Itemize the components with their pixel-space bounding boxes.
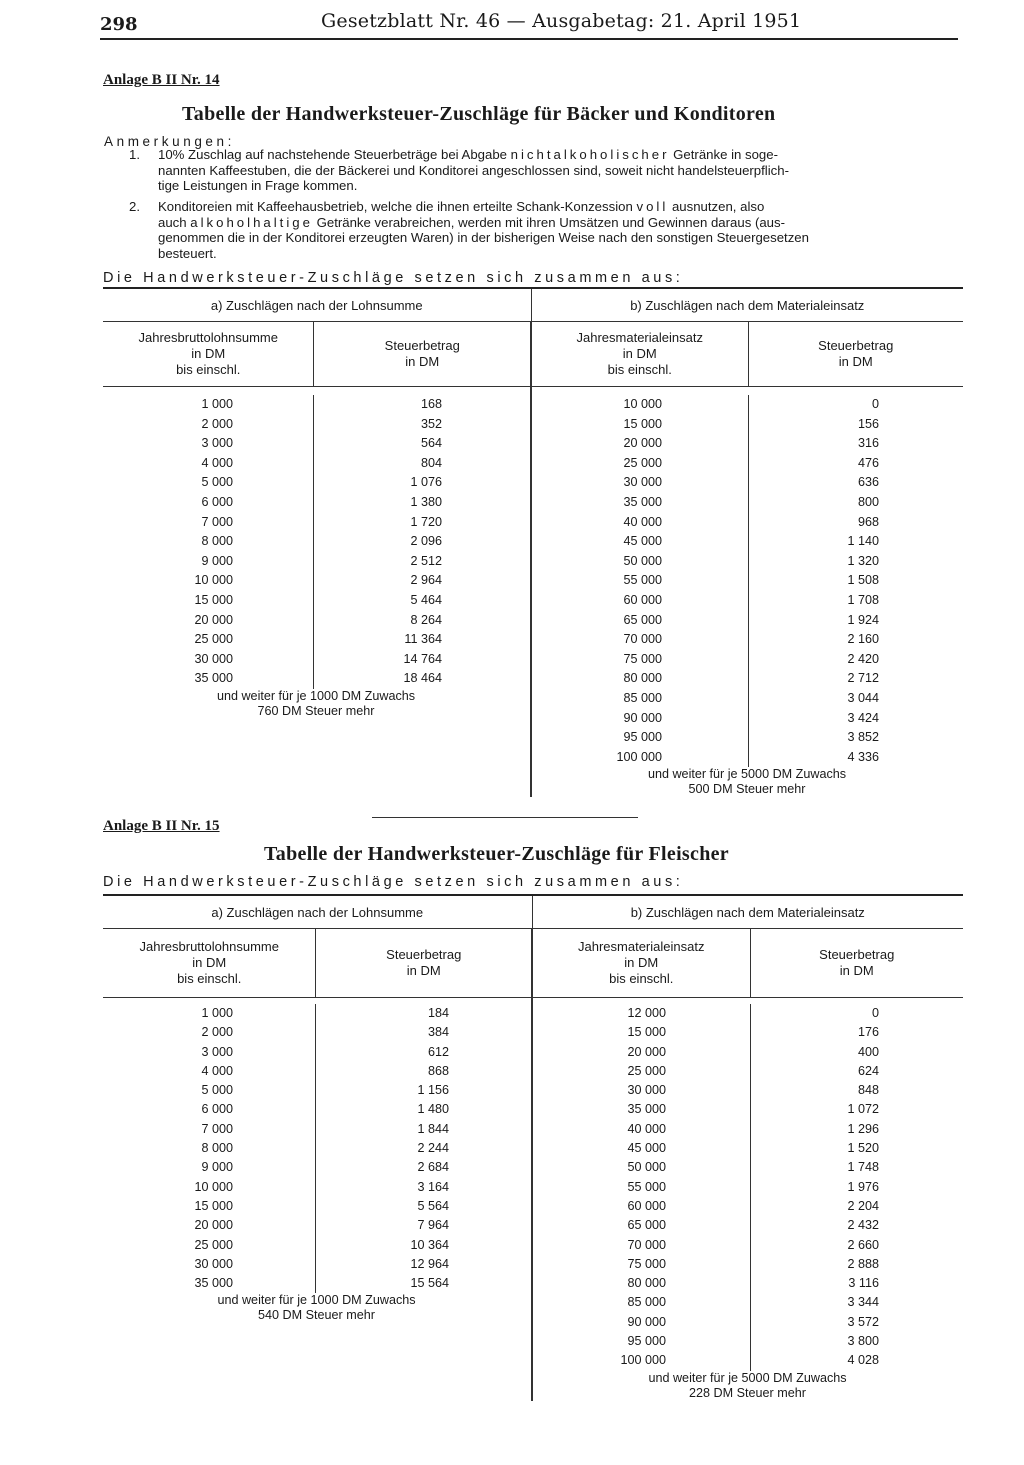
value-lohnsumme: 6 000 (201, 494, 233, 509)
value-steuer-b: 1 296 (847, 1121, 879, 1136)
col-steuer-a-header-2: Steuerbetrag in DM (316, 929, 532, 998)
value-material: 25 000 (627, 1063, 666, 1078)
value-steuer-b: 176 (857, 1025, 879, 1040)
remark-1-line-1b: Getränke in soge- (673, 147, 778, 162)
value-steuer-a: 5 564 (417, 1198, 449, 1213)
rule-b-tail: und weiter für je 5000 DM Zuwachs 500 DM Steuer mehr (647, 767, 847, 797)
remark-2-emph-1: voll (636, 199, 669, 214)
col-steuer-a-header: Steuerbetrag in DM (314, 322, 531, 387)
value-steuer-b: 2 420 (847, 651, 879, 666)
value-steuer-b: 1 924 (847, 612, 879, 627)
value-steuer-b: 3 800 (847, 1334, 879, 1349)
rule-a-tail-2: und weiter für je 1000 DM Zuwachs 540 DM Steuer mehr (217, 1293, 416, 1323)
value-steuer-b: 0 (871, 397, 879, 411)
value-steuer-a: 564 (420, 436, 442, 451)
value-lohnsumme: 7 000 (201, 514, 233, 529)
value-material: 70 000 (627, 1237, 666, 1252)
remark-2 (129, 199, 965, 265)
value-material: 20 000 (623, 436, 662, 451)
column-material-2 (533, 1004, 751, 1371)
value-lohnsumme: 1 000 (201, 1006, 233, 1020)
col-material-header: Jahresmaterialeinsatz in DM bis einschl. (531, 322, 748, 387)
value-material: 12 000 (627, 1006, 666, 1020)
value-lohnsumme: 9 000 (201, 1160, 233, 1175)
value-steuer-b: 0 (871, 1006, 879, 1020)
value-lohnsumme: 1 000 (201, 397, 233, 411)
value-steuer-b: 3 572 (847, 1314, 879, 1329)
value-steuer-a: 7 964 (417, 1218, 449, 1233)
value-steuer-a: 1 156 (417, 1083, 449, 1098)
value-steuer-a: 11 364 (404, 632, 442, 647)
value-steuer-b: 4 028 (847, 1353, 879, 1368)
value-steuer-b: 1 520 (847, 1141, 879, 1156)
remark-1-emph: nichtalkoholischer (510, 147, 670, 162)
group-b-header-2: b) Zuschlägen nach dem Materialeinsatz (532, 895, 963, 929)
value-steuer-b: 4 336 (847, 749, 879, 764)
value-material: 35 000 (627, 1102, 666, 1117)
value-lohnsumme: 5 000 (201, 1083, 233, 1098)
value-material: 25 000 (623, 455, 662, 470)
value-material: 65 000 (623, 612, 662, 627)
section1-title: Tabelle der Handwerksteuer-Zuschläge für Bäcker und Konditoren (182, 103, 776, 125)
value-material: 35 000 (623, 494, 662, 509)
value-material: 30 000 (623, 475, 662, 490)
value-steuer-b: 3 852 (847, 730, 879, 745)
value-lohnsumme: 2 000 (201, 1025, 233, 1040)
value-steuer-a: 868 (427, 1063, 449, 1078)
value-steuer-b: 1 072 (847, 1102, 879, 1117)
value-lohnsumme: 4 000 (201, 455, 233, 470)
header-rule (100, 38, 958, 40)
value-steuer-a: 1 076 (410, 475, 442, 490)
value-steuer-b: 2 160 (847, 632, 879, 647)
value-lohnsumme: 15 000 (194, 1198, 233, 1213)
value-steuer-b: 800 (857, 494, 879, 509)
value-material: 100 000 (616, 749, 662, 764)
value-material: 15 000 (627, 1025, 666, 1040)
value-steuer-a: 12 964 (410, 1256, 449, 1271)
value-steuer-a: 2 244 (417, 1141, 449, 1156)
rule-b-tail-2: und weiter für je 5000 DM Zuwachs 228 DM Steuer mehr (648, 1370, 847, 1400)
value-steuer-a: 5 464 (410, 592, 442, 607)
value-material: 40 000 (623, 514, 662, 529)
value-steuer-a: 384 (427, 1025, 449, 1040)
section2-title: Tabelle der Handwerksteuer-Zuschläge für Fleischer (264, 843, 729, 865)
value-material: 45 000 (623, 534, 662, 549)
value-steuer-a: 15 564 (410, 1276, 449, 1291)
col-steuer-b-header-2: Steuerbetrag in DM (819, 947, 895, 978)
value-lohnsumme: 8 000 (201, 534, 233, 549)
value-lohnsumme: 35 000 (194, 671, 233, 686)
value-steuer-a: 2 512 (410, 553, 442, 568)
column-steuer-a-2 (316, 1004, 531, 1293)
rule-a-tail: und weiter für je 1000 DM Zuwachs 760 DM Steuer mehr (216, 688, 416, 718)
value-steuer-b: 2 204 (847, 1198, 879, 1213)
column-steuer-b-2 (751, 1004, 963, 1371)
value-lohnsumme: 4 000 (201, 1063, 233, 1078)
value-steuer-a: 14 764 (403, 651, 442, 666)
remark-1 (129, 147, 965, 197)
anlage-15-label: Anlage B II Nr. 15 (103, 818, 220, 834)
section1-intro: Die Handwerksteuer-Zuschläge setzen sich zusammen aus: (103, 270, 684, 286)
value-material: 80 000 (623, 671, 662, 686)
remark-1-number: 1. (129, 147, 140, 162)
page-number: 298 (100, 14, 138, 35)
value-material: 75 000 (623, 651, 662, 666)
value-lohnsumme: 8 000 (201, 1141, 233, 1156)
value-lohnsumme: 7 000 (201, 1121, 233, 1136)
value-material: 45 000 (627, 1141, 666, 1156)
value-material: 55 000 (627, 1179, 666, 1194)
value-steuer-a: 168 (420, 397, 442, 411)
value-steuer-a: 1 480 (417, 1102, 449, 1117)
value-lohnsumme: 3 000 (201, 1044, 233, 1059)
value-steuer-b: 2 888 (847, 1256, 879, 1271)
value-lohnsumme: 30 000 (194, 651, 233, 666)
value-lohnsumme: 2 000 (201, 416, 233, 431)
value-steuer-a: 184 (427, 1006, 449, 1020)
value-material: 90 000 (627, 1314, 666, 1329)
value-steuer-b: 3 116 (848, 1276, 879, 1291)
value-material: 100 000 (620, 1353, 666, 1368)
value-steuer-b: 400 (857, 1044, 879, 1059)
value-steuer-b: 1 508 (847, 573, 879, 588)
value-steuer-a: 10 364 (410, 1237, 449, 1252)
value-lohnsumme: 3 000 (201, 436, 233, 451)
value-material: 95 000 (623, 730, 662, 745)
remark-2-emph-2: alkoholhaltige (190, 214, 313, 230)
value-steuer-b: 1 140 (847, 534, 879, 549)
value-steuer-a: 1 844 (417, 1121, 449, 1136)
anlage-14-label: Anlage B II Nr. 14 (103, 72, 220, 88)
remarks-label: Anmerkungen: (104, 134, 236, 149)
remark-1-line-1a: 10% Zuschlag auf nachstehende Steuerbeträge bei Abgabe (158, 147, 507, 162)
table-fleischer (103, 894, 963, 1401)
value-material: 50 000 (627, 1160, 666, 1175)
value-material: 10 000 (623, 397, 662, 411)
value-steuer-b: 2 712 (847, 671, 879, 686)
group-b-header: b) Zuschlägen nach dem Materialeinsatz (531, 288, 963, 322)
value-material: 15 000 (623, 416, 662, 431)
value-material: 85 000 (623, 690, 662, 705)
remark-1-line-3: tige Leistungen in Frage kommen. (158, 178, 358, 194)
value-steuer-b: 3 344 (847, 1295, 879, 1310)
value-steuer-b: 3 424 (847, 710, 879, 725)
value-steuer-a: 2 684 (417, 1160, 449, 1175)
value-steuer-b: 848 (857, 1083, 879, 1098)
value-lohnsumme: 6 000 (201, 1102, 233, 1117)
value-material: 95 000 (627, 1334, 666, 1349)
value-lohnsumme: 10 000 (194, 573, 233, 588)
value-lohnsumme: 35 000 (194, 1276, 233, 1291)
value-steuer-a: 352 (420, 416, 442, 431)
value-lohnsumme: 5 000 (201, 475, 233, 490)
page-header-title: Gesetzblatt Nr. 46 — Ausgabetag: 21. April 1951 (321, 10, 802, 32)
value-lohnsumme: 25 000 (194, 1237, 233, 1252)
value-steuer-b: 1 320 (847, 553, 879, 568)
value-material: 55 000 (623, 573, 662, 588)
remark-2-line-2a: auch (158, 214, 187, 230)
col-material-header-2: Jahresmaterialeinsatz in DM bis einschl. (532, 929, 750, 998)
remark-1-line-2: nannten Kaffeestuben, die der Bäckerei und Konditorei angeschlossen sind, soweit nicht handelsteuerpflich- (158, 162, 789, 178)
column-steuer-a (314, 395, 530, 689)
value-material: 80 000 (627, 1276, 666, 1291)
value-material: 85 000 (627, 1295, 666, 1310)
table-baecker-konditoren (103, 287, 963, 797)
value-lohnsumme: 25 000 (194, 632, 233, 647)
value-lohnsumme: 15 000 (194, 592, 233, 607)
column-steuer-b (749, 395, 963, 767)
value-lohnsumme: 10 000 (194, 1179, 233, 1194)
section2-intro: Die Handwerksteuer-Zuschläge setzen sich zusammen aus: (103, 874, 684, 890)
remark-2-line-1b: ausnutzen, also (671, 199, 765, 214)
value-material: 30 000 (627, 1083, 666, 1098)
value-steuer-b: 624 (857, 1063, 879, 1078)
column-material (532, 395, 749, 767)
value-material: 50 000 (623, 553, 662, 568)
value-material: 90 000 (623, 710, 662, 725)
group-a-header-2: a) Zuschlägen nach der Lohnsumme (103, 895, 532, 929)
value-material: 75 000 (627, 1256, 666, 1271)
value-steuer-a: 2 096 (410, 534, 442, 549)
value-steuer-a: 18 464 (403, 671, 442, 686)
value-steuer-b: 968 (857, 514, 879, 529)
value-steuer-b: 156 (857, 416, 879, 431)
value-steuer-b: 2 660 (847, 1237, 879, 1252)
column-lohnsumme (103, 395, 314, 689)
value-lohnsumme: 30 000 (194, 1256, 233, 1271)
value-steuer-a: 3 164 (417, 1179, 449, 1194)
remark-2-line-1a: Konditoreien mit Kaffeehausbetrieb, welche die ihnen erteilte Schank-Konzession (158, 199, 633, 214)
value-steuer-a: 804 (420, 455, 442, 470)
remark-2-number: 2. (129, 199, 140, 214)
value-material: 60 000 (627, 1198, 666, 1213)
value-material: 65 000 (627, 1218, 666, 1233)
remark-2-line-3: genommen die in der Konditorei erzeugten Waren) in der bisherigen Weise nach den sonstigen Steuergesetzen (158, 230, 809, 246)
value-steuer-b: 1 976 (847, 1179, 879, 1194)
col-lohnsumme-header: Jahresbruttolohnsumme in DM bis einschl. (103, 322, 314, 387)
col-steuer-b-header: Steuerbetrag in DM (818, 338, 894, 369)
value-steuer-a: 2 964 (410, 573, 442, 588)
value-steuer-b: 1 748 (847, 1160, 879, 1175)
section-separator (372, 817, 638, 818)
column-lohnsumme-2 (103, 1004, 316, 1293)
value-steuer-b: 1 708 (847, 592, 879, 607)
value-steuer-b: 636 (857, 475, 879, 490)
value-material: 40 000 (627, 1121, 666, 1136)
value-steuer-a: 612 (427, 1044, 449, 1059)
value-material: 60 000 (623, 592, 662, 607)
col-lohnsumme-header-2: Jahresbruttolohnsumme in DM bis einschl. (103, 929, 316, 998)
value-steuer-a: 8 264 (410, 612, 442, 627)
value-lohnsumme: 9 000 (201, 553, 233, 568)
value-steuer-b: 316 (857, 436, 879, 451)
group-a-header: a) Zuschlägen nach der Lohnsumme (103, 288, 531, 322)
value-material: 70 000 (623, 632, 662, 647)
remark-2-line-2b: Getränke verabreichen, werden mit ihren Umsätzen und Gewinnen daraus (aus- (316, 214, 786, 230)
value-steuer-a: 1 380 (410, 494, 442, 509)
value-lohnsumme: 20 000 (194, 1218, 233, 1233)
value-lohnsumme: 20 000 (194, 612, 233, 627)
value-steuer-b: 2 432 (847, 1218, 879, 1233)
remark-2-line-4: besteuert. (158, 245, 217, 261)
value-material: 20 000 (627, 1044, 666, 1059)
value-steuer-b: 476 (857, 455, 879, 470)
value-steuer-b: 3 044 (847, 690, 879, 705)
value-steuer-a: 1 720 (410, 514, 442, 529)
